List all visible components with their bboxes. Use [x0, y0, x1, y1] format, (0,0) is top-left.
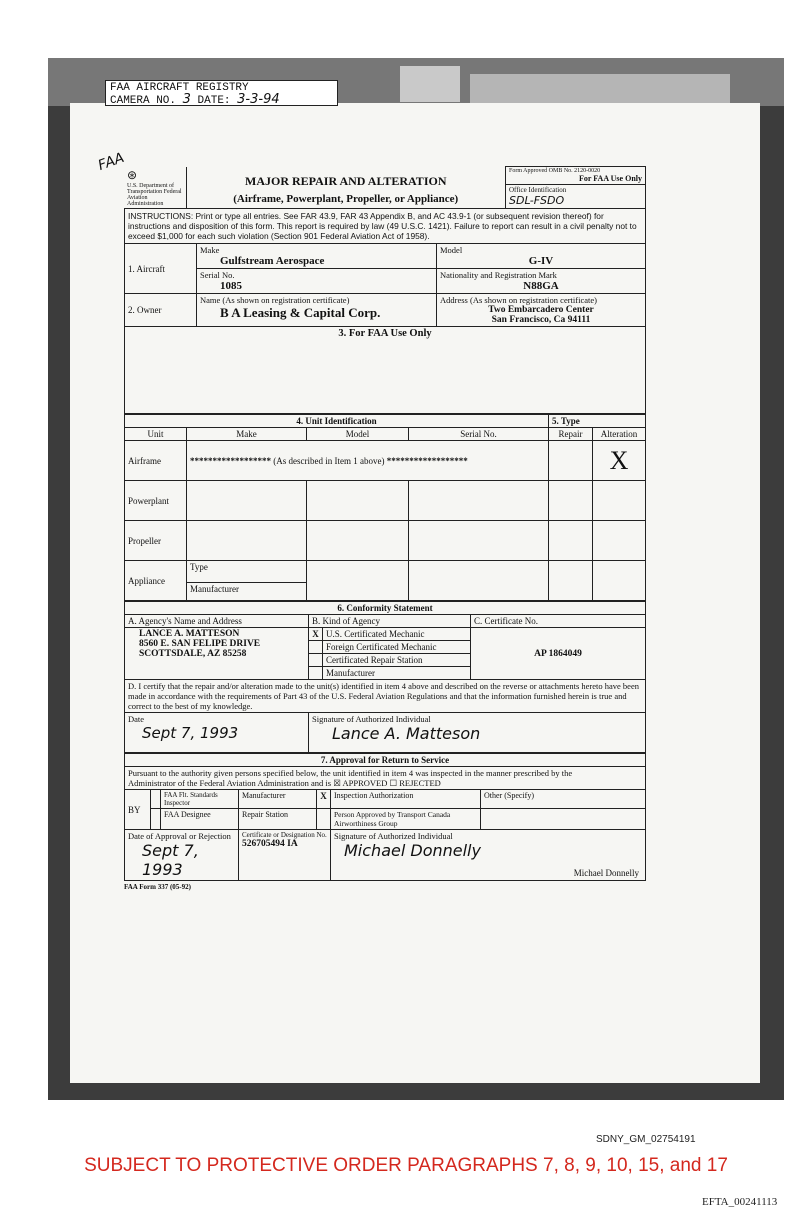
- airframe-desc: (As described in Item 1 above): [273, 455, 385, 466]
- option-transport-canada: Person Approved by Transport Canada Airworthiness Group: [331, 809, 481, 830]
- owner-name-label: Name (As shown on registration certificate): [200, 295, 350, 305]
- col-model: Model: [307, 428, 409, 441]
- kind-repair-station: Certificated Repair Station: [323, 654, 471, 667]
- instructions: INSTRUCTIONS: Print or type all entries. See FAR 43.9, FAR 43 Appendix B, and AC 43.9-1 (or subsequent revision thereof) for instructions and disposition of this form. This report is required by law (49 U.S.C. 1421). Failure to report can result in a civil penalty not to exceed $1,000 for each such violation (Section 901 Federal Aviation Act of 1958).: [124, 209, 646, 243]
- appliance-manufacturer-label: Manufacturer: [187, 583, 307, 601]
- stamp-date-label: DATE:: [197, 95, 231, 107]
- row-propeller: Propeller: [125, 521, 187, 561]
- protective-order-notice: SUBJECT TO PROTECTIVE ORDER PARAGRAPHS 7, 8, 9, 10, 15, and 17: [84, 1155, 728, 1176]
- office-id-label: Office Identification: [509, 186, 567, 194]
- office-id: SDL-FSDO: [509, 194, 565, 207]
- col-make: Make: [187, 428, 307, 441]
- col-repair: Repair: [549, 428, 593, 441]
- make-label: Make: [200, 245, 220, 255]
- kind-foreign-mechanic: Foreign Certificated Mechanic: [323, 641, 471, 654]
- faa-use-only: For FAA Use Only: [578, 174, 642, 183]
- form-number: FAA Form 337 (05-92): [124, 883, 191, 891]
- serial-label: Serial No.: [200, 270, 235, 280]
- approved-checkbox: ☒: [333, 778, 341, 788]
- aircraft-serial: 1085: [220, 280, 242, 292]
- kind-agency-label: B. Kind of Agency: [309, 615, 471, 628]
- option-other: Other (Specify): [481, 790, 646, 809]
- aircraft-owner-table: [124, 243, 646, 414]
- form-header: [124, 166, 646, 209]
- conformity-date-label: Date: [128, 714, 145, 724]
- cert-no: AP 1864049: [471, 628, 646, 680]
- option-faa-inspector: FAA Flt. Standards Inspector: [161, 790, 239, 809]
- certification-statement: D. I certify that the repair and/or alteration made to the unit(s) identified in item 4 above and described on the reverse or attachments hereto have been made in accordance with the requirements of Part 43 of the U.S. Federal Aviation Regulations and that the information furnished herein is true and correct to the best of my knowledge.: [125, 680, 646, 713]
- airframe-stars-left: ******************: [190, 455, 271, 466]
- owner-address-label: Address (As shown on registration certificate): [440, 295, 597, 305]
- option-inspection-authorization: Inspection Authorization: [331, 790, 481, 809]
- scan-artifact: [400, 66, 460, 102]
- section-7-title: 7. Approval for Return to Service: [125, 754, 646, 767]
- kind-us-mechanic: U.S. Certificated Mechanic: [323, 628, 471, 641]
- col-unit: Unit: [125, 428, 187, 441]
- stamp-title: FAA AIRCRAFT REGISTRY: [110, 82, 249, 94]
- airframe-stars-right: ******************: [386, 455, 468, 466]
- faa-form-337: [124, 166, 646, 891]
- airframe-description: [187, 441, 549, 481]
- agency-label: U.S. Department of Transportation Federal Aviation Administration: [127, 182, 182, 207]
- option-manufacturer: Manufacturer: [239, 790, 317, 809]
- agency-address-2: SCOTTSDALE, AZ 85258: [139, 649, 247, 659]
- approval-signature-label: Signature of Authorized Individual: [334, 831, 453, 841]
- designation-no: 526705494 IA: [242, 839, 298, 849]
- stamp-date: 3-3-94: [237, 92, 280, 107]
- rejected-checkbox: ☐: [389, 778, 398, 788]
- by-label: BY: [125, 790, 151, 830]
- section-4-title: 4. Unit Identification: [125, 415, 549, 428]
- model-label: Model: [440, 245, 463, 255]
- option-faa-designee: FAA Designee: [161, 809, 239, 830]
- owner-address-1: Two Embarcadero Center: [488, 305, 594, 315]
- col-alteration: Alteration: [593, 428, 646, 441]
- cert-no-label: C. Certificate No.: [471, 615, 646, 628]
- owner-section: 2. Owner: [125, 294, 197, 327]
- form-title: MAJOR REPAIR AND ALTERATION: [245, 173, 447, 188]
- scan-artifact: [470, 74, 730, 104]
- approval-signature: Michael Donnelly: [344, 841, 481, 860]
- section-6-title: 6. Conformity Statement: [125, 602, 646, 615]
- approval-mark: X: [317, 790, 331, 809]
- aircraft-model: G-IV: [528, 255, 554, 267]
- appliance-type-label: Type: [187, 561, 307, 583]
- aircraft-section: 1. Aircraft: [125, 244, 197, 294]
- registration-mark: N88GA: [523, 280, 559, 292]
- nationality-label: Nationality and Registration Mark: [440, 270, 557, 280]
- efta-number: EFTA_00241113: [702, 1196, 778, 1208]
- agency-name-label: A. Agency's Name and Address: [125, 615, 309, 628]
- designation-label: Certificate or Designation No.: [242, 831, 327, 839]
- agency-name: LANCE A. MATTESON: [139, 629, 240, 639]
- omb-label: Form Approved OMB No. 2120-0020: [509, 168, 601, 174]
- approval-date-label: Date of Approval or Rejection: [128, 831, 231, 841]
- conformity-table: [124, 601, 646, 753]
- aircraft-make: Gulfstream Aerospace: [220, 255, 325, 267]
- approval-date: Sept 7, 1993: [142, 841, 199, 879]
- approval-table: [124, 753, 646, 881]
- approval-text-2: Administrator of the Federal Aviation Administration and is: [128, 778, 332, 788]
- conformity-signature: Lance A. Matteson: [332, 724, 481, 743]
- bates-number: SDNY_GM_02754191: [596, 1134, 696, 1145]
- conformity-date: Sept 7, 1993: [142, 724, 239, 742]
- dot-seal-icon: ⊛: [127, 167, 138, 182]
- col-serial: Serial No.: [409, 428, 549, 441]
- row-powerplant: Powerplant: [125, 481, 187, 521]
- approver-printed-name: Michael Donnelly: [573, 868, 639, 878]
- stamp-camera-no: 3: [182, 92, 191, 107]
- approved-label: APPROVED: [342, 778, 388, 788]
- approval-text-1: Pursuant to the authority given persons specified below, the unit identified in item 4 was inspected in the manner prescribed by the: [128, 768, 573, 778]
- agency-address-1: 8560 E. SAN FELIPE DRIVE: [139, 639, 261, 649]
- stamp-camera-label: CAMERA NO.: [110, 95, 177, 107]
- unit-identification-table: [124, 414, 646, 601]
- owner-address-2: San Francisco, Ca 94111: [491, 315, 591, 325]
- row-airframe: Airframe: [125, 441, 187, 481]
- rejected-label: REJECTED: [399, 778, 441, 788]
- section-3-title: 3. For FAA Use Only: [338, 328, 432, 339]
- form-subtitle: (Airframe, Powerplant, Propeller, or Appliance): [233, 192, 459, 205]
- row-appliance: Appliance: [125, 561, 187, 601]
- dot-logo: [124, 167, 186, 209]
- margin-note: FAA: [96, 149, 127, 175]
- airframe-alteration-mark: X: [593, 441, 646, 481]
- kind-mark: X: [309, 628, 323, 641]
- section-5-title: 5. Type: [549, 415, 646, 428]
- owner-name: B A Leasing & Capital Corp.: [220, 305, 381, 320]
- kind-manufacturer: Manufacturer: [323, 667, 471, 680]
- conformity-signature-label: Signature of Authorized Individual: [312, 714, 431, 724]
- option-repair-station: Repair Station: [239, 809, 317, 830]
- registry-stamp: [105, 80, 338, 106]
